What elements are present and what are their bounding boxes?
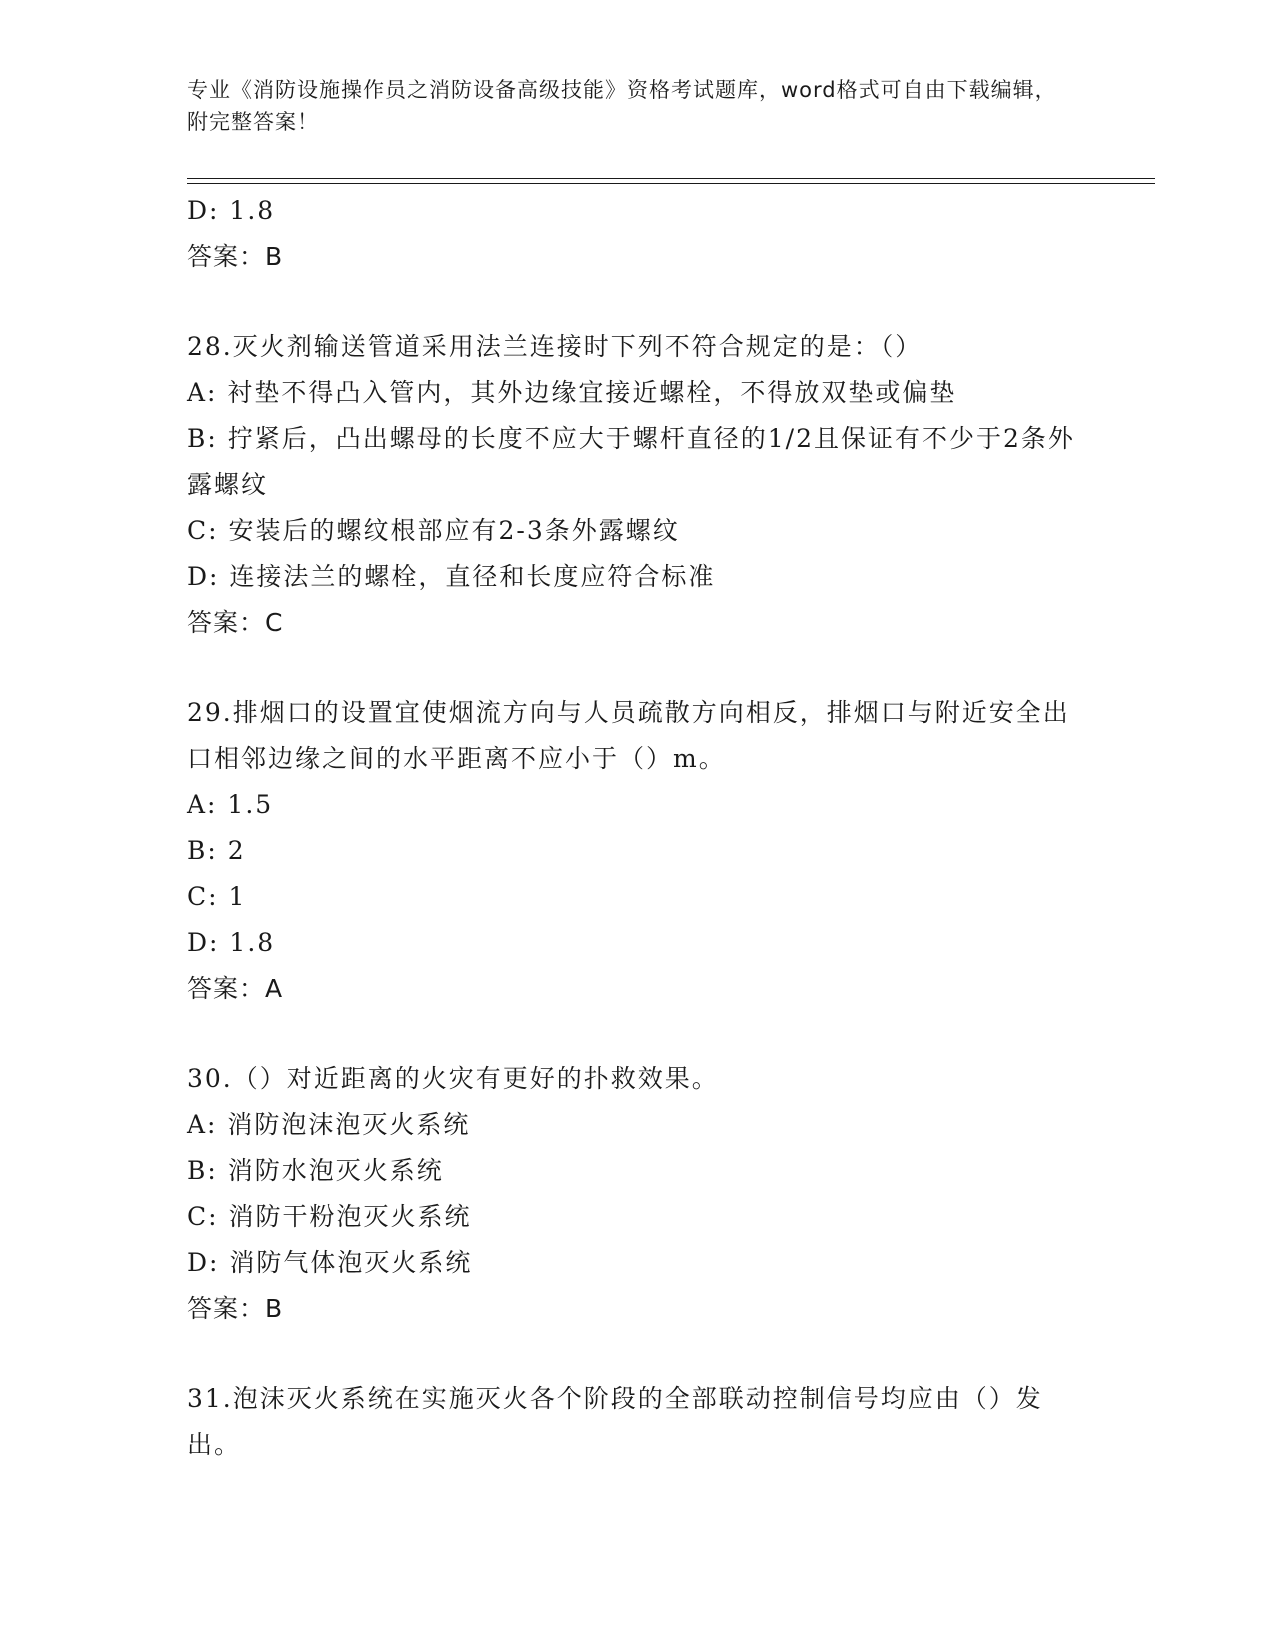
answer: 答案：C bbox=[187, 608, 284, 637]
page-header: 专业《消防设施操作员之消防设备高级技能》资格考试题库，word格式可自由下载编辑，附完整答案！ bbox=[187, 78, 1057, 134]
answer: 答案：B bbox=[187, 1294, 284, 1323]
option-d: D: 1.8 bbox=[187, 196, 276, 225]
option-d: D: 连接法兰的螺栓，直径和长度应符合标准 bbox=[187, 562, 716, 591]
question-stem: 31.泡沫灭火系统在实施灭火各个阶段的全部联动控制信号均应由（）发出。 bbox=[187, 1384, 1043, 1459]
option-a: A: 消防泡沫泡灭火系统 bbox=[187, 1110, 471, 1139]
option-d: D: 消防气体泡灭火系统 bbox=[187, 1248, 473, 1277]
question-stem: 29.排烟口的设置宜使烟流方向与人员疏散方向相反，排烟口与附近安全出口相邻边缘之间的水平距离不应小于（）m。 bbox=[187, 698, 1070, 773]
question-28 bbox=[187, 324, 1087, 646]
option-b: B: 消防水泡灭火系统 bbox=[187, 1156, 444, 1185]
question-31 bbox=[187, 1376, 1087, 1468]
header-rule-top bbox=[187, 178, 1155, 179]
option-d: D: 1.8 bbox=[187, 928, 276, 957]
question-stem: 30.（）对近距离的火灾有更好的扑救效果。 bbox=[187, 1064, 719, 1093]
option-b: B: 拧紧后，凸出螺母的长度不应大于螺杆直径的1/2且保证有不少于2条外露螺纹 bbox=[187, 424, 1075, 499]
header-rule-bottom bbox=[187, 183, 1155, 184]
option-c: C: 安装后的螺纹根部应有2-3条外露螺纹 bbox=[187, 516, 680, 545]
question-29 bbox=[187, 690, 1087, 1012]
option-a: A: 衬垫不得凸入管内，其外边缘宜接近螺栓，不得放双垫或偏垫 bbox=[187, 378, 957, 407]
answer: 答案：A bbox=[187, 974, 284, 1003]
question-30 bbox=[187, 1056, 1087, 1332]
document-body bbox=[187, 188, 1087, 1468]
option-c: C: 消防干粉泡灭火系统 bbox=[187, 1202, 472, 1231]
answer: 答案：B bbox=[187, 242, 284, 271]
option-b: B: 2 bbox=[187, 836, 246, 865]
question-stem: 28.灭火剂输送管道采用法兰连接时下列不符合规定的是：（） bbox=[187, 332, 923, 361]
option-c: C: 1 bbox=[187, 882, 247, 911]
option-a: A: 1.5 bbox=[187, 790, 274, 819]
